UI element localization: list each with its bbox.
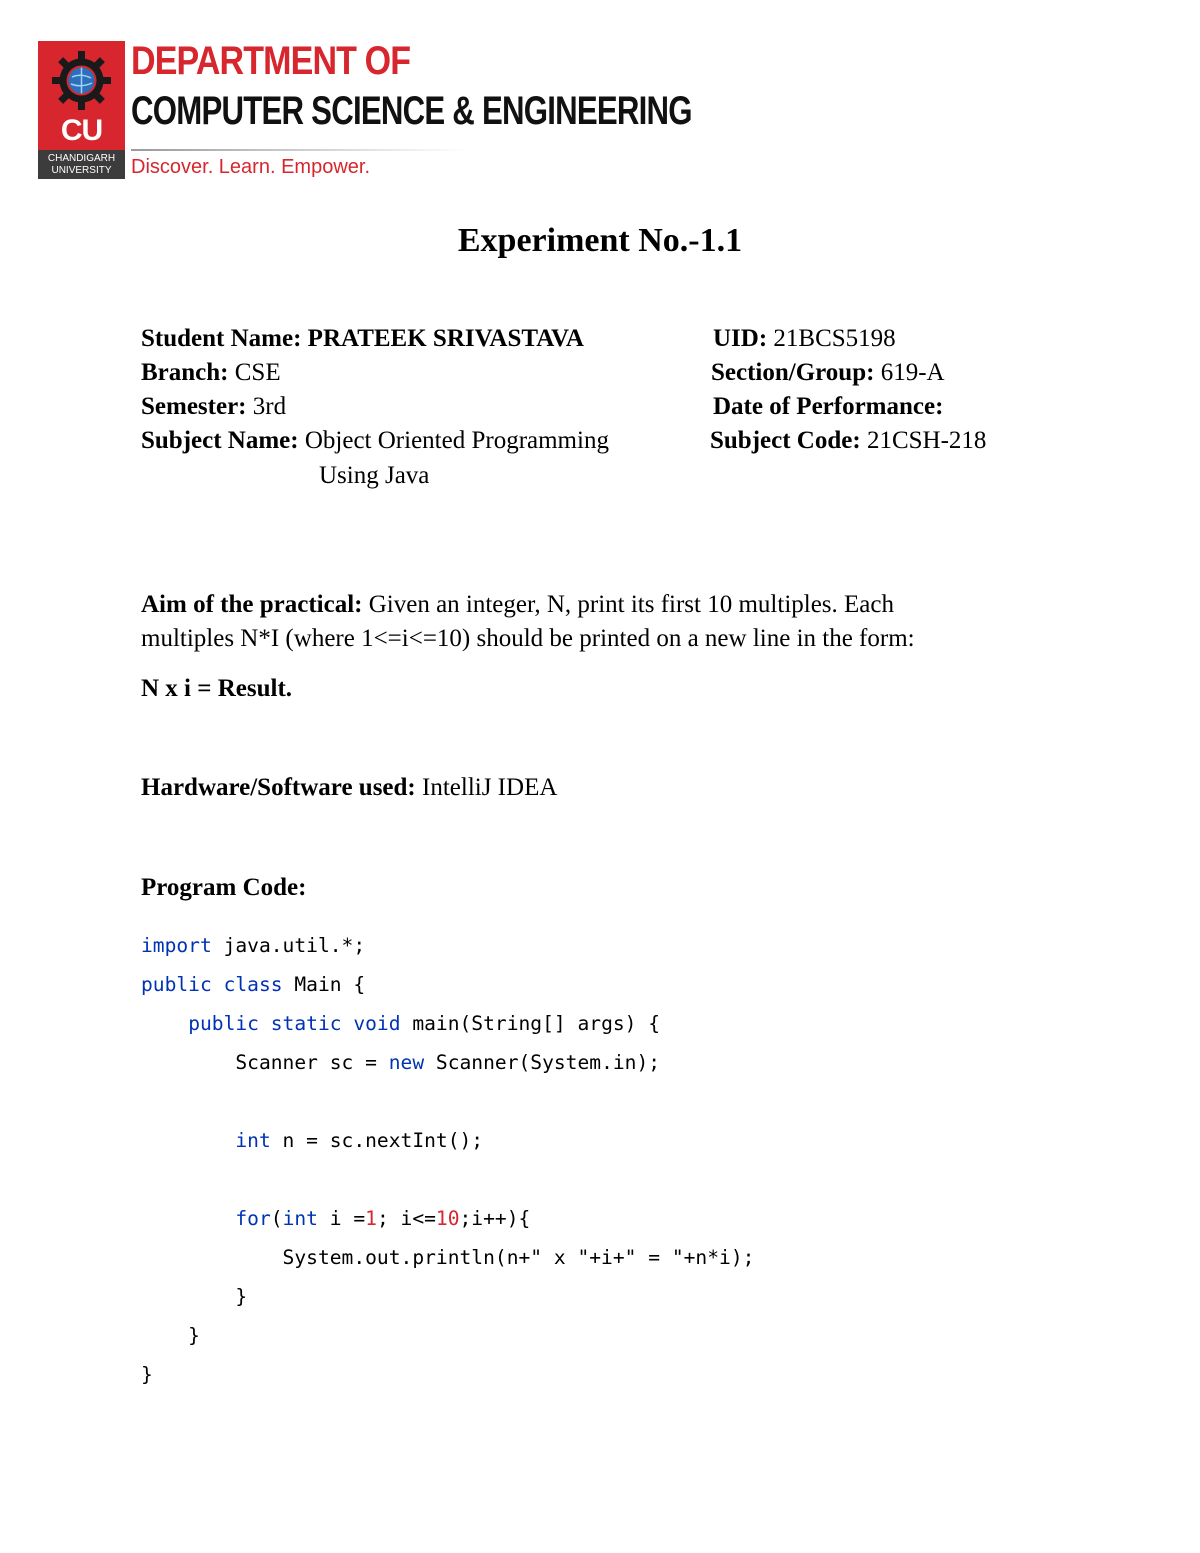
subject-code-label: Subject Code: bbox=[710, 427, 861, 454]
code-block bbox=[141, 926, 754, 1394]
logo-university-line2: UNIVERSITY bbox=[51, 165, 112, 176]
code-number: 1 bbox=[365, 1207, 377, 1230]
subject-code-field bbox=[710, 424, 986, 458]
department-heading-line2: COMPUTER SCIENCE & ENGINEERING bbox=[131, 89, 692, 133]
aim-text-line2: multiples N*I (where 1<=i<=10) should be printed on a new line in the form: bbox=[141, 625, 915, 652]
code-text: java.util.*; bbox=[211, 934, 366, 957]
code-line-8: } bbox=[141, 1285, 248, 1308]
code-line-1 bbox=[141, 934, 365, 957]
uid-field bbox=[713, 322, 896, 356]
aim-formula bbox=[141, 672, 292, 706]
semester-value: 3rd bbox=[252, 393, 287, 420]
student-name-label: Student Name: bbox=[141, 325, 302, 352]
code-text: Scanner(System.in); bbox=[424, 1051, 661, 1074]
code-text: ;i++){ bbox=[459, 1207, 531, 1230]
date-of-performance-field bbox=[713, 390, 943, 424]
code-keyword: int bbox=[235, 1129, 271, 1152]
hardware-software-value: IntelliJ IDEA bbox=[422, 774, 558, 801]
aim-formula-text: N x i = Result. bbox=[141, 675, 293, 702]
code-keyword: new bbox=[388, 1051, 425, 1074]
code-text: Main { bbox=[282, 973, 366, 996]
code-line-6 bbox=[141, 1207, 530, 1230]
subject-name-value-line2: Using Java bbox=[319, 462, 430, 489]
uid-label: UID: bbox=[713, 325, 768, 352]
date-of-performance-label: Date of Performance: bbox=[713, 393, 944, 420]
code-text: i = bbox=[317, 1207, 366, 1230]
university-logo bbox=[38, 41, 125, 179]
semester-field bbox=[141, 390, 286, 424]
department-heading-line1: DEPARTMENT OF bbox=[131, 39, 411, 83]
subject-name-label: Subject Name: bbox=[141, 427, 299, 454]
code-line-7: System.out.println(n+" x "+i+" = "+n*i); bbox=[141, 1246, 755, 1269]
code-text: main(String[] args) { bbox=[400, 1012, 661, 1035]
aim-paragraph-line1 bbox=[141, 588, 894, 622]
code-indent bbox=[141, 1129, 235, 1152]
aim-text-line1: Given an integer, N, print its first 10 multiples. Each bbox=[368, 591, 894, 618]
logo-cu-text: CU bbox=[60, 114, 103, 147]
logo-university-line1: CHANDIGARH bbox=[47, 153, 116, 164]
subject-name-value-line1: Object Oriented Programming bbox=[304, 427, 609, 454]
aim-label: Aim of the practical: bbox=[141, 591, 363, 618]
code-keyword: for bbox=[235, 1207, 271, 1230]
code-indent bbox=[141, 1012, 188, 1035]
student-name-value: PRATEEK SRIVASTAVA bbox=[307, 325, 584, 352]
code-keyword: int bbox=[282, 1207, 318, 1230]
code-number: 10 bbox=[435, 1207, 460, 1230]
code-keyword: public static void bbox=[188, 1012, 401, 1035]
code-indent bbox=[141, 1207, 235, 1230]
code-text: ; i<= bbox=[376, 1207, 436, 1230]
branch-label: Branch: bbox=[141, 359, 229, 386]
gear-globe-emblem-icon bbox=[48, 47, 115, 114]
logo-university-text bbox=[38, 150, 125, 179]
program-code-label: Program Code: bbox=[141, 874, 307, 901]
subject-code-value: 21CSH-218 bbox=[866, 427, 987, 454]
semester-label: Semester: bbox=[141, 393, 247, 420]
section-field bbox=[711, 356, 945, 390]
code-line-4 bbox=[141, 1051, 660, 1074]
code-line-2 bbox=[141, 973, 365, 996]
university-tagline: Discover. Learn. Empower. bbox=[131, 156, 370, 178]
experiment-title: Experiment No.-1.1 bbox=[457, 222, 743, 259]
section-label: Section/Group: bbox=[711, 359, 875, 386]
code-keyword: import bbox=[141, 934, 212, 957]
branch-value: CSE bbox=[234, 359, 281, 386]
code-line-5 bbox=[141, 1129, 483, 1152]
section-value: 619-A bbox=[880, 359, 945, 386]
code-text: Scanner sc = bbox=[141, 1051, 389, 1074]
student-name-field bbox=[141, 322, 584, 356]
code-keyword: public class bbox=[141, 973, 283, 996]
code-text: n = sc.nextInt(); bbox=[270, 1129, 484, 1152]
hardware-software-field bbox=[141, 771, 557, 805]
code-text: ( bbox=[270, 1207, 283, 1230]
hardware-software-label: Hardware/Software used: bbox=[141, 774, 416, 801]
code-line-3 bbox=[141, 1012, 660, 1035]
program-code-heading bbox=[141, 871, 306, 905]
code-line-9: } bbox=[141, 1324, 200, 1347]
uid-value: 21BCS5198 bbox=[773, 325, 896, 352]
subject-name-field bbox=[141, 424, 609, 458]
header-divider bbox=[131, 149, 466, 151]
branch-field bbox=[141, 356, 281, 390]
code-line-10: } bbox=[141, 1363, 153, 1386]
